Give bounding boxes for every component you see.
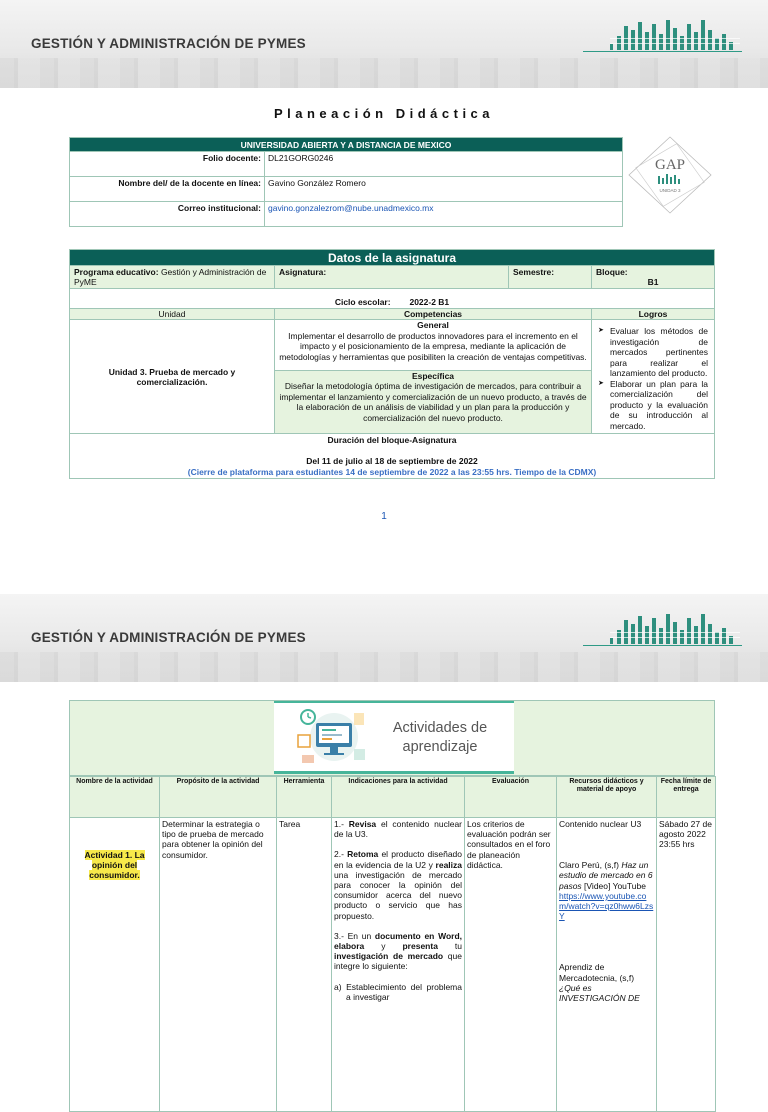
herramienta-cell: Tarea bbox=[277, 818, 332, 1112]
indicacion-1: 1.- Revisa el contenido nuclear de la U3. bbox=[334, 819, 462, 840]
document-title: Planeación Didáctica bbox=[273, 106, 495, 121]
col-nombre: Nombre de la actividad bbox=[70, 777, 160, 818]
col-fecha: Fecha límite de entrega bbox=[657, 777, 716, 818]
proposito-cell: Determinar la estrategia o tipo de prueba de mercado para obtener la opinión del consumidor. bbox=[160, 818, 277, 1112]
col-proposito: Propósito de la actividad bbox=[160, 777, 277, 818]
page-1 bbox=[0, 0, 768, 540]
title-bar-top bbox=[274, 701, 514, 703]
recursos-cell bbox=[557, 818, 657, 1112]
email-label: Correo institucional: bbox=[70, 202, 265, 227]
folio-label: Folio docente: bbox=[70, 152, 265, 177]
duracion-label: Duración del bloque-Asignatura bbox=[327, 435, 457, 445]
header-banner bbox=[0, 594, 768, 682]
unadm-logo-icon bbox=[610, 612, 740, 652]
cierre-text: (Cierre de plataforma para estudiantes 14 de septiembre de 2022 a las 23:55 hrs. Tiempo de la CDMX) bbox=[187, 466, 597, 477]
general-text: Implementar el desarrollo de productos innovadores para el incremento en el impacto y el posicionamiento de la empresa, mediante la aplicación de metodologías y herramientas que posibiliten la creación de ventajas competitivas. bbox=[279, 330, 587, 362]
unadm-logo-icon bbox=[610, 18, 740, 58]
learning-activities-illustration-icon bbox=[294, 705, 368, 769]
header-banner bbox=[0, 0, 768, 88]
asignatura-label: Asignatura: bbox=[279, 267, 327, 277]
logo-underline bbox=[583, 51, 742, 52]
col-recursos: Recursos didácticos y material de apoyo bbox=[557, 777, 657, 818]
gap-logo-subtitle: UNIDAD 3 bbox=[659, 188, 681, 193]
recurso-2-link[interactable]: https://www.youtube.com/watch?v=qz0hww6LzsY bbox=[559, 890, 654, 922]
competencia-general-cell bbox=[275, 320, 592, 371]
semestre-cell bbox=[509, 266, 592, 289]
programa-value: Gestión y Administración de PyME bbox=[74, 267, 267, 287]
email-link[interactable]: gavino.gonzalezrom@nube.unadmexico.mx bbox=[265, 202, 623, 227]
ciclo-label: Ciclo escolar: bbox=[334, 297, 391, 307]
indicacion-2: 2.- Retoma el producto diseñado en la evidencia de la U2 y realiza una investigación de mercado para conocer la opinión del consumidor acerca del nuevo producto o servicio que has propuesto. bbox=[334, 849, 462, 921]
ciclo-cell bbox=[70, 295, 715, 309]
col-evaluacion: Evaluación bbox=[465, 777, 557, 818]
folio-value: DL21GORG0246 bbox=[265, 152, 623, 177]
especifica-label: Específica bbox=[411, 370, 455, 381]
programa-cell bbox=[70, 266, 275, 289]
header-title: GESTIÓN Y ADMINISTRACIÓN DE PYMES bbox=[31, 630, 306, 645]
programa-label: Programa educativo: bbox=[74, 267, 159, 277]
col-indicaciones: Indicaciones para la actividad bbox=[332, 777, 465, 818]
col-unidad: Unidad bbox=[70, 309, 275, 320]
gap-logo-icon bbox=[627, 135, 713, 215]
asignatura-table bbox=[69, 249, 715, 479]
duracion-cell bbox=[70, 434, 715, 479]
ciclo-value: 2022-2 B1 bbox=[409, 297, 450, 307]
actividades-title bbox=[370, 719, 510, 757]
logros-cell bbox=[592, 320, 715, 434]
col-logros: Logros bbox=[592, 309, 715, 320]
institution-name: UNIVERSIDAD ABIERTA Y A DISTANCIA DE MEXICO bbox=[70, 138, 623, 152]
logo-underline bbox=[583, 645, 742, 646]
recurso-1: Contenido nuclear U3 bbox=[559, 819, 642, 829]
asignatura-title: Datos de la asignatura bbox=[70, 250, 715, 266]
page-number: 1 bbox=[381, 511, 387, 522]
actividades-header bbox=[69, 700, 715, 776]
indicaciones-cell bbox=[332, 818, 465, 1112]
duracion-value: Del 11 de julio al 18 de septiembre de 2022 bbox=[306, 456, 478, 466]
docente-info-table bbox=[69, 137, 623, 227]
indicacion-3: 3.- En un documento en Word, elabora y presenta tu investigación de mercado que integre lo siguiente: bbox=[334, 930, 462, 972]
banner-stripe bbox=[0, 58, 768, 88]
logro-item: ➤ Evaluar los métodos de investigación de mercados pertinentes para realizar el lanzamiento del producto. bbox=[598, 326, 708, 379]
fecha-cell: Sábado 27 de agosto 2022 23:55 hrs bbox=[657, 818, 716, 1112]
indicacion-3a: a) Establecimiento del problema a investigar bbox=[334, 981, 462, 1002]
activity-name-cell bbox=[70, 818, 160, 1112]
logros-list bbox=[598, 326, 708, 431]
banner-stripe bbox=[0, 652, 768, 682]
actividades-table bbox=[69, 776, 716, 1112]
asignatura-cell bbox=[275, 266, 509, 289]
col-herramienta: Herramienta bbox=[277, 777, 332, 818]
bloque-value: B1 bbox=[647, 277, 659, 287]
col-competencias: Competencias bbox=[275, 309, 592, 320]
actividades-title-line1: Actividades de bbox=[392, 720, 488, 736]
header-title: GESTIÓN Y ADMINISTRACIÓN DE PYMES bbox=[31, 36, 306, 51]
semestre-label: Semestre: bbox=[513, 267, 555, 277]
bloque-label: Bloque: bbox=[596, 267, 628, 277]
recurso-3: Aprendiz de Mercadotecnia, (s,f) bbox=[559, 962, 635, 983]
logro-item: ➤ Elaborar un plan para la comercialización del producto y la evaluación de su introducción al mercado. bbox=[598, 379, 708, 432]
unidad-cell: Unidad 3. Prueba de mercado y comercialización. bbox=[70, 320, 275, 434]
recurso-2: Claro Perú, (s,f) Haz un estudio de mercado en 6 pasos [Video] YouTube bbox=[559, 860, 653, 891]
title-bar-bottom bbox=[274, 771, 514, 774]
general-label: General bbox=[417, 320, 449, 330]
table-row bbox=[70, 818, 716, 1112]
evaluacion-cell: Los criterios de evaluación podrán ser consultados en el foro de planeación didáctica. bbox=[465, 818, 557, 1112]
docente-name-label: Nombre del/ de la docente en línea: bbox=[70, 177, 265, 202]
gap-logo-text: GAP bbox=[654, 157, 686, 173]
actividades-title-line2: aprendizaje bbox=[402, 739, 478, 755]
especifica-text: Diseñar la metodología óptima de investigación de mercados, para contribuir a implementar el lanzamiento y comercialización de un nuevo producto, a través de la elaboración de un análisis de viabilidad y un plan para la producción y comercialización del nuevo producto. bbox=[279, 381, 587, 423]
activity-name: Actividad 1. La opinión del consumidor. bbox=[84, 850, 145, 881]
bloque-cell bbox=[592, 266, 715, 289]
docente-name-value: Gavino González Romero bbox=[265, 177, 623, 202]
recurso-3-title: ¿Qué es INVESTIGACIÓN DE bbox=[559, 982, 640, 1004]
competencia-especifica-cell bbox=[275, 370, 592, 433]
